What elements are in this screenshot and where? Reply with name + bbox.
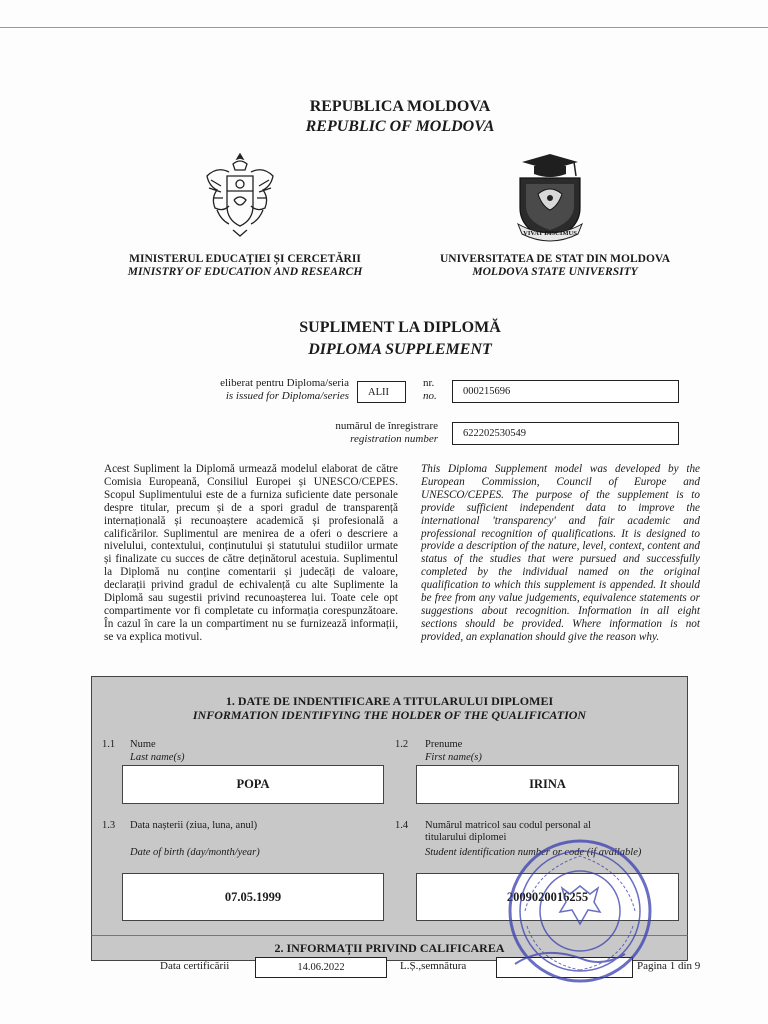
birth-date-label-ro: Data nașterii (ziua, luna, anul) [130,820,258,831]
official-stamp-icon [505,836,655,986]
diploma-number-value: 000215696 [463,386,511,397]
scan-edge-line [0,27,768,28]
last-name-label-en: Last name(s) [130,752,185,763]
birth-date-field [122,873,384,921]
ministry-name-ro: MINISTERUL EDUCAȚIEI ȘI CERCETĂRII [129,253,361,265]
field-1-1-number: 1.1 [102,739,116,750]
last-name-label-ro: Nume [130,739,156,750]
diploma-series-value: ALII [368,387,389,398]
issued-for-label [150,377,349,403]
first-name-value: IRINA [529,777,566,791]
diploma-number-label-ro: nr. [423,377,435,389]
first-name-label-ro: Prenume [425,739,463,750]
diploma-number-label-en: no. [423,390,437,402]
ministry-name-en: MINISTRY OF EDUCATION AND RESEARCH [127,266,363,278]
university-emblem-icon [508,150,592,246]
diploma-number-label [423,377,437,403]
first-name-field [416,765,679,804]
page-counter: Pagina 1 din 9 [637,960,701,972]
registration-label-ro: numărul de înregistrare [335,420,438,432]
first-name-label-en: First name(s) [425,752,482,763]
registration-label-en: registration number [350,433,438,445]
field-1-2-number: 1.2 [395,739,409,750]
university-name-en: MOLDOVA STATE UNIVERSITY [472,266,638,278]
section1-title-ro: 1. DATE DE INDENTIFICARE A TITULARULUI DIPLOMEI [225,694,554,708]
registration-label [200,420,438,446]
registration-number-field [452,422,679,445]
student-id-label-en: Student identification number or code (if available) [425,847,642,858]
intro-paragraph-ro: Acest Supliment la Diplomă urmează modelul elaborat de către Comisia Europeană, Consiliul Europei și UNESCO/CEPES. Scopul Suplimentului este de a furniza suficiente date personale despre titular, precum și de a spori gradul de transparență internațională și recunoaștere academică și profesională a calificărilor. Suplimentul are menirea de a oferi o descriere a nivelului, contextului, conținutului și statutului studiilor urmate și finalizate cu succes de către deținătorul acestuia. Suplimentul la Diplomă nu conține comentarii și judecăți de valoare, declarații privind gradul de echivalență cu alte Suplimente la Diplomă sau sugestii privind recunoașterea lui. Toate cele opt compartimente vor fi completate cu informația corespunzătoare. În cazul în care la un compartiment nu se furnizează informații, se va explica motivul. [104,463,398,643]
certification-date-value: 14.06.2022 [297,962,345,973]
last-name-field [122,765,384,804]
certification-date-label: Data certificării [160,960,230,972]
field-1-3-number: 1.3 [102,820,116,831]
student-id-value: 2009020016255 [506,890,589,904]
field-1-4-number: 1.4 [395,820,409,831]
student-id-label-ro: Numărul matricol sau codul personal al titularului diplomei [425,820,591,843]
university-name-ro: UNIVERSITATEA DE STAT DIN MOLDOVA [439,253,671,265]
intro-paragraph-en: This Diploma Supplement model was developed by the European Commission, Council of Europe and UNESCO/CEPES. The purpose of the supplement is to provide sufficient independent data to improve the international 'transparency' and fair academic and professional recognition of qualifications. It is designed to provide a description of the nature, level, context, content and status of the studies that were pursued and successfully completed by the individual named on the original qualification to which this supplement is appended. It should be free from any value judgements, equivalence statements or suggestions about recognition. Information in all eight sections should be provided. Where information is not provided, an explanation should give the reason why. [421,463,700,643]
issued-for-label-ro: eliberat pentru Diploma/seria [220,377,349,389]
birth-date-label-en: Date of birth (day/month/year) [130,847,260,858]
section2-title-ro: 2. INFORMAȚII PRIVIND CALIFICAREA [274,941,505,955]
coat-of-arms-icon [203,150,277,242]
document-title-ro: SUPLIMENT LA DIPLOMĂ [299,319,501,336]
diploma-number-field [452,380,679,403]
registration-number-value: 622202530549 [463,428,526,439]
section1-title-en: INFORMATION IDENTIFYING THE HOLDER OF THE QUALIFICATION [192,708,587,722]
certification-date-field [255,957,387,978]
country-title-ro: REPUBLICA MOLDOVA [309,98,491,115]
issued-for-label-en: is issued for Diploma/series [225,390,349,402]
country-title-en: REPUBLIC OF MOLDOVA [305,118,495,135]
document-title-en: DIPLOMA SUPPLEMENT [308,341,492,358]
birth-date-value: 07.05.1999 [224,890,282,904]
seal-signature-label: L.Ș.,semnătura [400,960,467,972]
last-name-value: POPA [236,777,270,791]
diploma-series-field [357,381,406,403]
university-motto: VIVAT DISCIMUS [523,230,577,237]
